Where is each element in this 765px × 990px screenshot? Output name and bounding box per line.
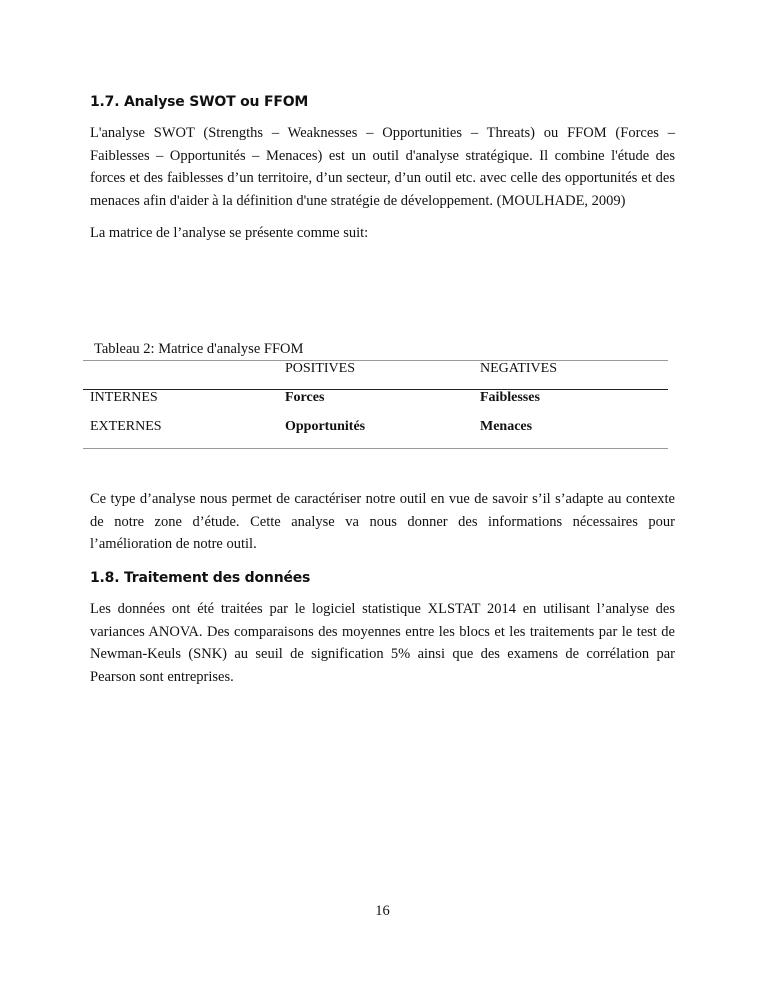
analysis-purpose-paragraph: Ce type d’analyse nous permet de caractériser notre outil en vue de savoir s’il s’adapte au contexte de notre zone d’étude. Cette analyse va nous donner des informations nécessaires pour l’amélioration de notre outil. <box>90 491 675 552</box>
section-heading-1-8: 1.8. Traitement des données <box>90 570 311 586</box>
table-header-positives: POSITIVES <box>285 361 356 376</box>
table-cell-opportunites: Opportunités <box>285 419 366 434</box>
table-top-rule <box>83 360 668 361</box>
table-cell-forces: Forces <box>285 390 325 405</box>
table-cell-menaces: Menaces <box>480 419 533 434</box>
table-bottom-rule <box>83 448 668 449</box>
table-cell-faiblesses: Faiblesses <box>480 390 540 405</box>
matrix-intro-paragraph: La matrice de l’analyse se présente comme suit: <box>90 225 369 241</box>
table-row-label-internes: INTERNES <box>90 390 158 405</box>
table-header-rule <box>83 389 668 390</box>
section-heading-1-7: 1.7. Analyse SWOT ou FFOM <box>90 94 309 110</box>
data-processing-paragraph: Les données ont été traitées par le logiciel statistique XLSTAT 2014 en utilisant l’analyse des variances ANOVA. Des comparaisons des moyennes entre les blocs et les traitements par le test de Newman-Keuls (SNK) au seuil de signification 5% ainsi que des examens de corrélation par Pearson sont entreprises. <box>90 601 675 685</box>
table-header-negatives: NEGATIVES <box>480 361 557 376</box>
table-row-label-externes: EXTERNES <box>90 419 162 434</box>
page-number: 16 <box>375 903 390 919</box>
table-caption: Tableau 2: Matrice d'analyse FFOM <box>94 341 304 357</box>
swot-intro-paragraph: L'analyse SWOT (Strengths – Weaknesses – Opportunities – Threats) ou FFOM (Forces – Faiblesses – Opportunités – Menaces) est un outil d'analyse stratégique. Il combine l'étude des forces et des faiblesses d’un territoire, d’un secteur, d’un outil etc. avec celle des opportunités et des menaces afin d'aider à la définition d'une stratégie de développement. (MOULHADE, 2009) <box>90 125 675 209</box>
